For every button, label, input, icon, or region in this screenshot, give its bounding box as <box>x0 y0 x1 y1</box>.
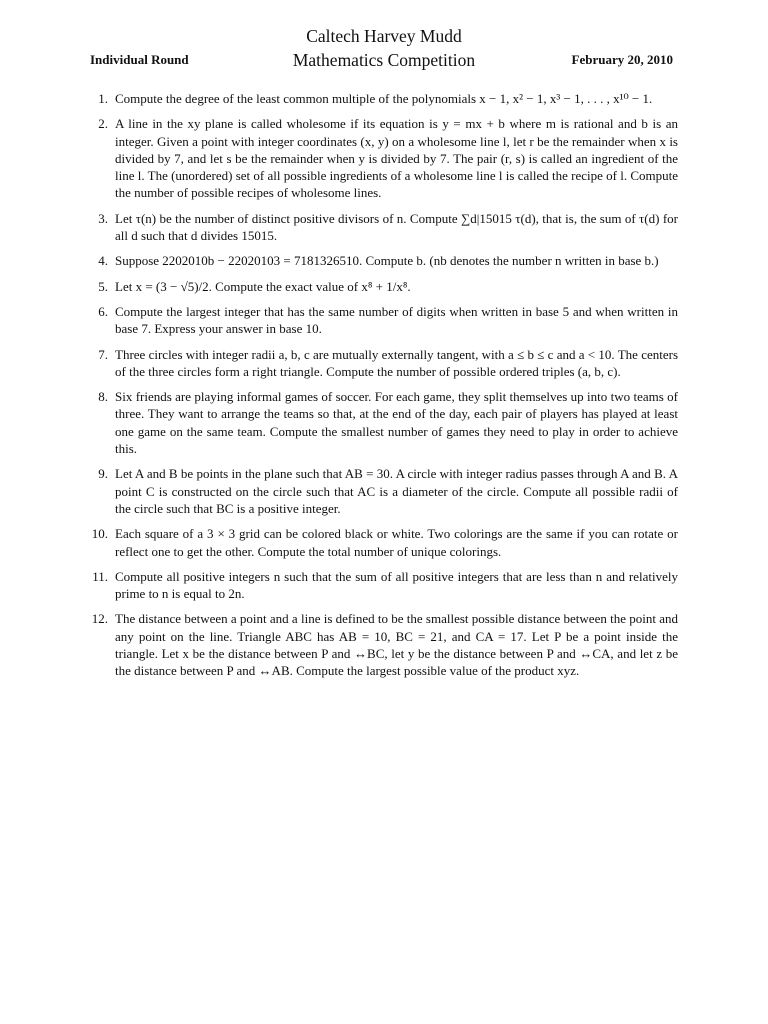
problem-text: Compute the degree of the least common multiple of the polynomials x − 1, x² − 1, x³ − 1, . . . , x¹⁰ − 1. <box>115 91 653 106</box>
title-line-1: Caltech Harvey Mudd <box>306 26 462 46</box>
problem-text: Let x = (3 − √5)/2. Compute the exact value of x⁸ + 1/x⁸. <box>115 278 411 294</box>
problem-text: Six friends are playing informal games of soccer. For each game, they split themselves up into two teams of three. They want to arrange the teams so that, at the end of the day, each pair of players has played at least one game on the same team. Compute the smallest number of games they need to play in order to achieve this. <box>115 389 678 457</box>
problem-text: Compute the largest integer that has the same number of digits when written in base 5 and when written in base 7. Express your answer in base 10. <box>115 303 678 337</box>
problem-item <box>90 90 678 107</box>
problem-item <box>90 346 678 381</box>
round-label: Individual Round <box>90 52 189 67</box>
date-label: February 20, 2010 <box>571 52 673 67</box>
problem-number: 12. <box>91 611 108 627</box>
problem-number: 9. <box>98 466 108 482</box>
problem-text: The distance between a point and a line is defined to be the smallest possible distance between the point and any point on the line. Triangle ABC has AB = 10, BC = 21, and CA = 17. Let P be a point inside the triangle. Let x be the distance between P and ↔BC, let y be the distance between P and ↔CA, and let z be the distance between P and ↔AB. Compute the largest possible value of the product xyz. <box>115 611 678 679</box>
problem-number: 10. <box>91 526 108 542</box>
problem-item <box>90 303 678 338</box>
problem-item <box>90 210 678 245</box>
problem-item <box>90 465 678 517</box>
problem-item <box>90 115 678 201</box>
problem-text: Three circles with integer radii a, b, c are mutually externally tangent, with a ≤ b ≤ c and a < 10. The centers of the three circles form a right triangle. Compute the number of possible ordered triples (a, b, c). <box>115 346 678 379</box>
problem-item <box>90 388 678 457</box>
problem-number: 2. <box>98 116 108 132</box>
problem-item <box>90 525 678 560</box>
title-line-2: Mathematics Competition <box>292 50 476 70</box>
problem-item <box>90 568 678 603</box>
problem-item <box>90 252 678 269</box>
problem-number: 5. <box>98 278 108 294</box>
problem-number: 4. <box>98 253 108 269</box>
problem-text: Suppose 2202010b − 22020103 = 7181326510. Compute b. (nb denotes the number n written in base b.) <box>115 253 659 269</box>
problem-list <box>90 90 678 688</box>
problem-number: 11. <box>92 568 108 584</box>
page-header <box>0 24 768 72</box>
problem-number: 3. <box>98 210 108 226</box>
problem-number: 7. <box>98 346 108 362</box>
problem-text: Each square of a 3 × 3 grid can be colored black or white. Two colorings are the same if you can rotate or reflect one to get the other. Compute the total number of unique colorings. <box>115 526 678 559</box>
problem-item <box>90 610 678 679</box>
problem-text: Let A and B be points in the plane such that AB = 30. A circle with integer radius passes through A and B. A point C is constructed on the circle such that AC is a diameter of the circle. Compute all possible radii of the circle such that BC is a positive integer. <box>115 466 678 516</box>
problem-number: 6. <box>98 303 108 319</box>
problem-item <box>90 278 678 295</box>
problem-number: 8. <box>98 389 108 405</box>
problem-text: Compute all positive integers n such that the sum of all positive integers that are less than n and relatively prime to n is equal to 2n. <box>115 568 678 602</box>
problem-text: A line in the xy plane is called wholesome if its equation is y = mx + b where m is rational and b is an integer. Given a point with integer coordinates (x, y) on a wholesome line l, let r be the remainder when x is divided by 7, and let s be the remainder when y is divided by 7. The pair (r, s) is called an ingredient of the line l. The (unordered) set of all possible ingredients of a wholesome line l is called the recipe of l. Compute the number of possible recipes of wholesome lines. <box>115 116 678 201</box>
problem-number: 1. <box>98 91 108 106</box>
problem-text: Let τ(n) be the number of distinct positive divisors of n. Compute ∑d|15015 τ(d), that is, the sum of τ(d) for all d such that d divides 15015. <box>115 210 678 244</box>
